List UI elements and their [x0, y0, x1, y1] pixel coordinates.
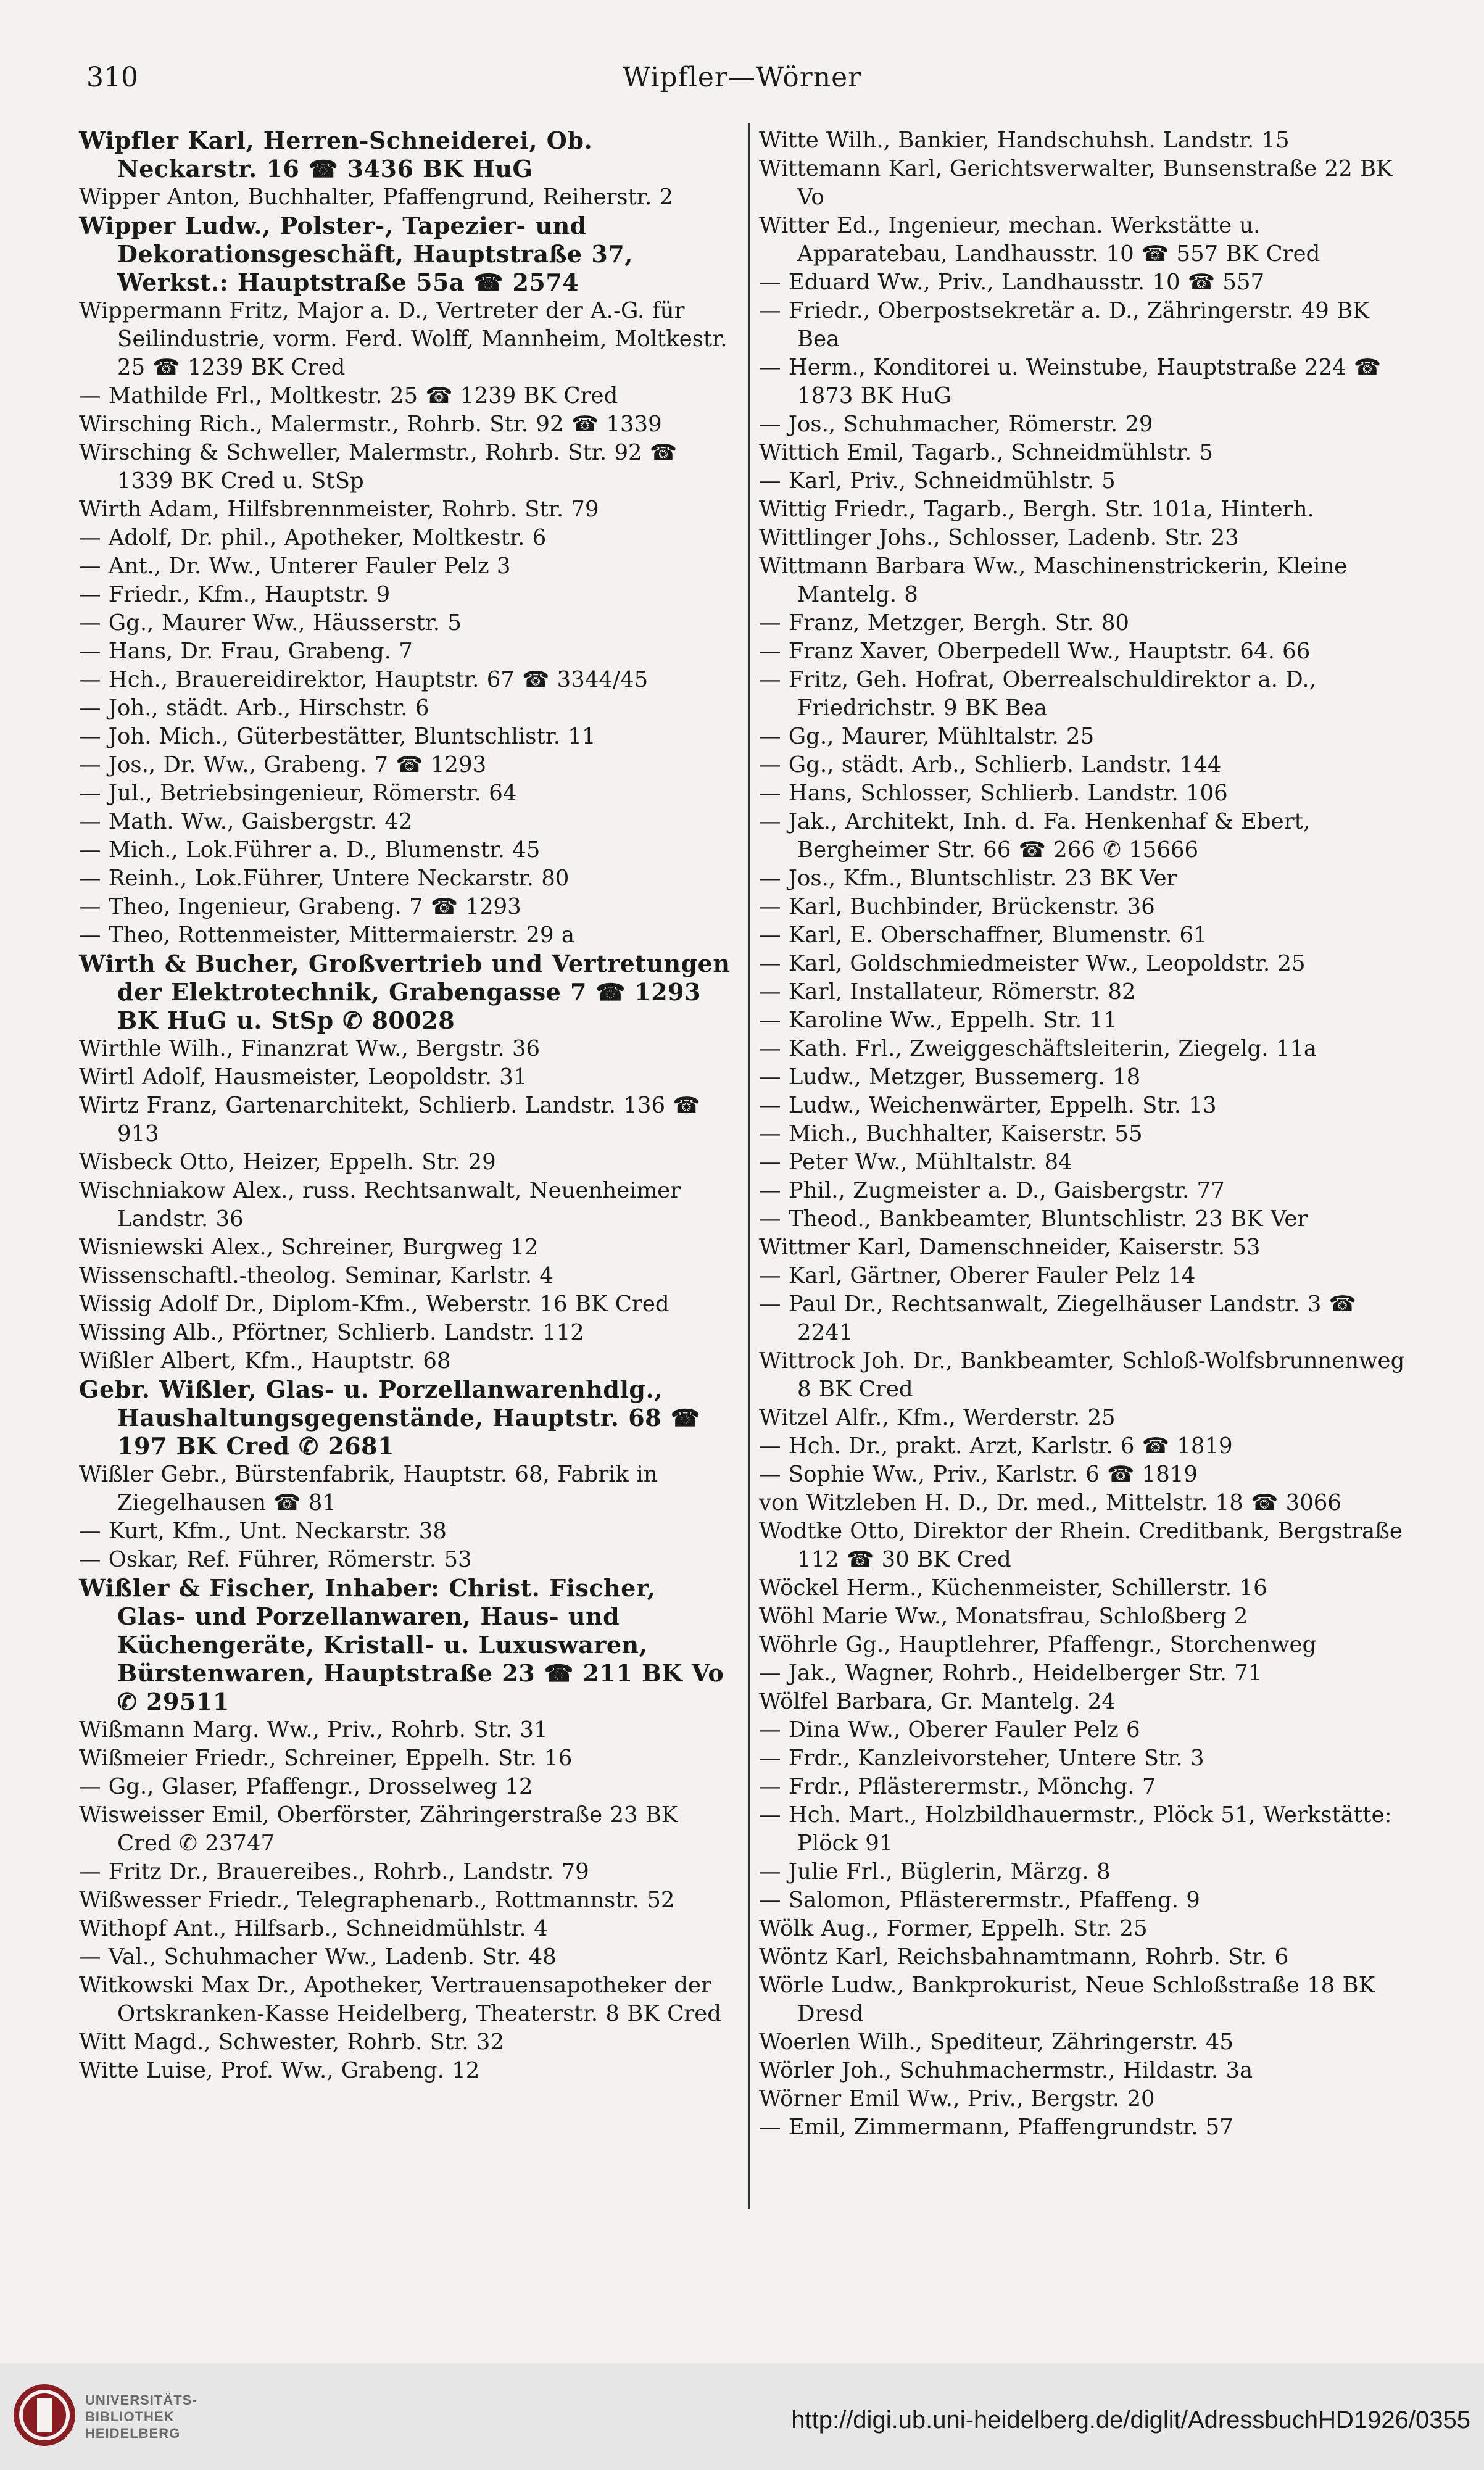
directory-entry: Witzel Alfr., Kfm., Werderstr. 25: [759, 1405, 1116, 1430]
directory-entry: Witter Ed., Ingenieur, mechan. Werkstätte u. Apparatebau, Landhausstr. 10 ☎ 557 BK Cred: [759, 213, 1320, 267]
directory-entry: — Ludw., Metzger, Bussemerg. 18: [759, 1064, 1141, 1090]
directory-entry: — Herm., Konditorei u. Weinstube, Hauptstraße 224 ☎ 1873 BK HuG: [759, 355, 1382, 408]
directory-entry: Woerlen Wilh., Spediteur, Zähringerstr. 45: [759, 2029, 1234, 2055]
directory-entry: Gebr. Wißler, Glas- u. Porzellanwarenhdlg., Haushaltungsgegenstände, Hauptstr. 68 ☎ 197 BK Cred ✆ 2681: [79, 1375, 700, 1460]
directory-entry: — Hch. Dr., prakt. Arzt, Karlstr. 6 ☎ 1819: [759, 1433, 1233, 1459]
directory-entry: — Reinh., Lok.Führer, Untere Neckarstr. 80: [79, 866, 570, 891]
directory-entry: Wittmann Barbara Ww., Maschinenstrickerin, Kleine Mantelg. 8: [759, 553, 1348, 607]
directory-entry: — Gg., Maurer Ww., Häusserstr. 5: [79, 610, 462, 636]
directory-entry: — Theo, Rottenmeister, Mittermaierstr. 29 a: [79, 922, 575, 948]
directory-entry: — Dina Ww., Oberer Fauler Pelz 6: [759, 1717, 1140, 1743]
logo-line-3: HEIDELBERG: [85, 2426, 181, 2441]
directory-entry: Wirthle Wilh., Finanzrat Ww., Bergstr. 36: [79, 1036, 541, 1061]
directory-entry: — Friedr., Kfm., Hauptstr. 9: [79, 582, 391, 607]
directory-entry: — Oskar, Ref. Führer, Römerstr. 53: [79, 1547, 472, 1572]
directory-entry: Wissenschaftl.-theolog. Seminar, Karlstr. 4: [79, 1263, 553, 1288]
directory-entry: Wölfel Barbara, Gr. Mantelg. 24: [759, 1689, 1116, 1714]
directory-entry: Witkowski Max Dr., Apotheker, Vertrauensapotheker der Ortskranken-Kasse Heidelberg, Theaterstr. 8 BK Cred: [79, 1973, 721, 2026]
directory-entry: von Witzleben H. D., Dr. med., Mittelstr. 18 ☎ 3066: [759, 1490, 1341, 1515]
directory-entry: — Karl, Goldschmiedmeister Ww., Leopoldstr. 25: [759, 951, 1306, 976]
directory-entry: — Peter Ww., Mühltalstr. 84: [759, 1150, 1072, 1175]
directory-entry: — Fritz, Geh. Hofrat, Oberrealschuldirektor a. D., Friedrichstr. 9 BK Bea: [759, 667, 1316, 721]
directory-entry: Wippermann Fritz, Major a. D., Vertreter der A.-G. für Seilindustrie, vorm. Ferd. Wolff, Mannheim, Moltkestr. 25 ☎ 1239 BK Cred: [79, 298, 727, 380]
library-logo-icon: [12, 2383, 77, 2447]
directory-entry: — Phil., Zugmeister a. D., Gaisbergstr. 77: [759, 1178, 1225, 1203]
directory-entry: — Joh., städt. Arb., Hirschstr. 6: [79, 695, 429, 721]
right-column: [759, 126, 1413, 2142]
directory-entry: Wirth Adam, Hilfsbrennmeister, Rohrb. Str. 79: [79, 497, 599, 522]
directory-entry: Wörle Ludw., Bankprokurist, Neue Schloßstraße 18 BK Dresd: [759, 1973, 1375, 2026]
directory-entry: — Karl, Gärtner, Oberer Fauler Pelz 14: [759, 1263, 1196, 1288]
directory-entry: — Ludw., Weichenwärter, Eppelh. Str. 13: [759, 1093, 1217, 1118]
directory-entry: Wittlinger Johs., Schlosser, Ladenb. Str. 23: [759, 525, 1239, 550]
directory-entry: — Fritz Dr., Brauereibes., Rohrb., Landstr. 79: [79, 1859, 589, 1884]
directory-entry: — Sophie Ww., Priv., Karlstr. 6 ☎ 1819: [759, 1462, 1198, 1487]
directory-entry: — Jak., Architekt, Inh. d. Fa. Henkenhaf & Ebert, Bergheimer Str. 66 ☎ 266 ✆ 15666: [759, 809, 1311, 863]
directory-entry: Withopf Ant., Hilfsarb., Schneidmühlstr. 4: [79, 1916, 548, 1941]
directory-entry: — Karl, E. Oberschaffner, Blumenstr. 61: [759, 922, 1208, 948]
directory-entry: — Paul Dr., Rechtsanwalt, Ziegelhäuser Landstr. 3 ☎ 2241: [759, 1291, 1356, 1345]
directory-entry: — Mathilde Frl., Moltkestr. 25 ☎ 1239 BK Cred: [79, 383, 618, 408]
directory-entry: Wittich Emil, Tagarb., Schneidmühlstr. 5: [759, 440, 1213, 465]
directory-entry: — Jos., Kfm., Bluntschlistr. 23 BK Ver: [759, 866, 1177, 891]
directory-entry: — Joh. Mich., Güterbestätter, Bluntschlistr. 11: [79, 724, 596, 749]
directory-entry: Wisweisser Emil, Oberförster, Zähringerstraße 23 BK Cred ✆ 23747: [79, 1802, 678, 1856]
directory-entry: — Franz, Metzger, Bergh. Str. 80: [759, 610, 1130, 636]
directory-entry: — Gg., Glaser, Pfaffengr., Drosselweg 12: [79, 1774, 533, 1799]
directory-entry: — Emil, Zimmermann, Pfaffengrundstr. 57: [759, 2115, 1233, 2140]
directory-entry: — Hch., Brauereidirektor, Hauptstr. 67 ☎ 3344/45: [79, 667, 649, 692]
logo-line-2: BIBLIOTHEK: [85, 2409, 175, 2424]
directory-entry: Wirtz Franz, Gartenarchitekt, Schlierb. Landstr. 136 ☎ 913: [79, 1093, 700, 1146]
directory-entry: — Hans, Dr. Frau, Grabeng. 7: [79, 639, 413, 664]
directory-entry: — Franz Xaver, Oberpedell Ww., Hauptstr. 64. 66: [759, 639, 1311, 664]
directory-entry: — Val., Schuhmacher Ww., Ladenb. Str. 48: [79, 1944, 557, 1970]
directory-entry: — Adolf, Dr. phil., Apotheker, Moltkestr. 6: [79, 525, 547, 550]
directory-entry: — Ant., Dr. Ww., Unterer Fauler Pelz 3: [79, 553, 511, 579]
directory-entry: — Mich., Buchhalter, Kaiserstr. 55: [759, 1121, 1143, 1146]
directory-entry: — Jul., Betriebsingenieur, Römerstr. 64: [79, 781, 517, 806]
directory-entry: Wirtl Adolf, Hausmeister, Leopoldstr. 31: [79, 1064, 528, 1090]
directory-entry: — Jos., Schuhmacher, Römerstr. 29: [759, 412, 1153, 437]
directory-entry: — Karl, Installateur, Römerstr. 82: [759, 979, 1136, 1005]
directory-entry: — Theo, Ingenieur, Grabeng. 7 ☎ 1293: [79, 894, 521, 919]
page-title: Wipfler—Wörner: [622, 62, 862, 93]
library-logo[interactable]: [12, 2383, 197, 2451]
directory-entry: — Gg., Maurer, Mühltalstr. 25: [759, 724, 1095, 749]
directory-entry: Wissing Alb., Pförtner, Schlierb. Landstr. 112: [79, 1320, 584, 1345]
directory-entry: — Karl, Buchbinder, Brückenstr. 36: [759, 894, 1155, 919]
library-logo-text: [85, 2392, 197, 2442]
source-url-link[interactable]: http://digi.ub.uni-heidelberg.de/diglit/AdressbuchHD1926/0355: [791, 2406, 1470, 2434]
directory-entry: — Karl, Priv., Schneidmühlstr. 5: [759, 468, 1116, 494]
directory-entry: Wöhrle Gg., Hauptlehrer, Pfaffengr., Storchenweg: [759, 1632, 1317, 1657]
directory-entry: Wisniewski Alex., Schreiner, Burgweg 12: [79, 1235, 539, 1260]
directory-entry: — Jos., Dr. Ww., Grabeng. 7 ☎ 1293: [79, 752, 487, 777]
directory-entry: Witte Wilh., Bankier, Handschuhsh. Landstr. 15: [759, 128, 1290, 153]
directory-entry: Witt Magd., Schwester, Rohrb. Str. 32: [79, 2029, 505, 2055]
directory-entry: Wörner Emil Ww., Priv., Bergstr. 20: [759, 2086, 1155, 2112]
directory-entry: Wißler Albert, Kfm., Hauptstr. 68: [79, 1348, 451, 1374]
directory-entry: — Eduard Ww., Priv., Landhausstr. 10 ☎ 557: [759, 270, 1265, 295]
directory-entry: Wißwesser Friedr., Telegraphenarb., Rottmannstr. 52: [79, 1888, 675, 1913]
directory-entry: Wischniakow Alex., russ. Rechtsanwalt, Neuenheimer Landstr. 36: [79, 1178, 681, 1232]
directory-entry: Wißmeier Friedr., Schreiner, Eppelh. Str. 16: [79, 1746, 573, 1771]
left-column: [79, 126, 733, 2085]
directory-entry: Wipfler Karl, Herren-Schneiderei, Ob. Neckarstr. 16 ☎ 3436 BK HuG: [79, 126, 593, 183]
directory-entry: Wöckel Herm., Küchenmeister, Schillerstr. 16: [759, 1575, 1267, 1601]
directory-entry: Wissig Adolf Dr., Diplom-Kfm., Weberstr. 16 BK Cred: [79, 1291, 669, 1317]
directory-entry: — Julie Frl., Büglerin, Märzg. 8: [759, 1859, 1111, 1884]
directory-entry: — Karoline Ww., Eppelh. Str. 11: [759, 1008, 1117, 1033]
directory-entry: — Kurt, Kfm., Unt. Neckarstr. 38: [79, 1519, 447, 1544]
directory-entry: Witte Luise, Prof. Ww., Grabeng. 12: [79, 2058, 480, 2083]
directory-entry: Wittemann Karl, Gerichtsverwalter, Bunsenstraße 22 BK Vo: [759, 156, 1393, 210]
page-number: 310: [86, 62, 138, 93]
directory-entry: — Math. Ww., Gaisbergstr. 42: [79, 809, 413, 834]
directory-entry: — Hch. Mart., Holzbildhauermstr., Plöck 51, Werkstätte: Plöck 91: [759, 1802, 1392, 1856]
directory-entry: — Gg., städt. Arb., Schlierb. Landstr. 144: [759, 752, 1222, 777]
directory-entry: Wittrock Joh. Dr., Bankbeamter, Schloß-Wolfsbrunnenweg 8 BK Cred: [759, 1348, 1405, 1402]
directory-entry: Wodtke Otto, Direktor der Rhein. Creditbank, Bergstraße 112 ☎ 30 BK Cred: [759, 1519, 1403, 1572]
directory-entry: — Frdr., Pflästerermstr., Mönchg. 7: [759, 1774, 1156, 1799]
directory-entry: Wißler Gebr., Bürstenfabrik, Hauptstr. 68, Fabrik in Ziegelhausen ☎ 81: [79, 1462, 658, 1515]
directory-entry: Wörler Joh., Schuhmachermstr., Hildastr. 3a: [759, 2058, 1253, 2083]
column-divider: [748, 123, 750, 2209]
directory-entry: — Theod., Bankbeamter, Bluntschlistr. 23 BK Ver: [759, 1206, 1308, 1232]
directory-entry: Wirth & Bucher, Großvertrieb und Vertretungen der Elektrotechnik, Grabengasse 7 ☎ 1293 BK HuG u. StSp ✆ 80028: [79, 950, 731, 1034]
directory-entry: Wöhl Marie Ww., Monatsfrau, Schloßberg 2: [759, 1604, 1248, 1629]
directory-entry: — Hans, Schlosser, Schlierb. Landstr. 106: [759, 781, 1228, 806]
directory-entry: Wirsching Rich., Malermstr., Rohrb. Str. 92 ☎ 1339: [79, 412, 662, 437]
directory-entry: Wittig Friedr., Tagarb., Bergh. Str. 101a, Hinterh.: [759, 497, 1314, 522]
directory-entry: Wißmann Marg. Ww., Priv., Rohrb. Str. 31: [79, 1717, 548, 1743]
logo-line-1: UNIVERSITÄTS-: [85, 2392, 197, 2408]
directory-entry: Wirsching & Schweller, Malermstr., Rohrb. Str. 92 ☎ 1339 BK Cred u. StSp: [79, 440, 678, 494]
directory-entry: Wipper Anton, Buchhalter, Pfaffengrund, Reiherstr. 2: [79, 184, 674, 210]
directory-entry: — Frdr., Kanzleivorsteher, Untere Str. 3: [759, 1746, 1204, 1771]
directory-entry: Wöntz Karl, Reichsbahnamtmann, Rohrb. Str. 6: [759, 1944, 1289, 1970]
directory-entry: — Kath. Frl., Zweiggeschäftsleiterin, Ziegelg. 11a: [759, 1036, 1317, 1061]
directory-entry: Wipper Ludw., Polster-, Tapezier- und Dekorationsgeschäft, Hauptstraße 37, Werkst.: Hauptstraße 55a ☎ 2574: [79, 212, 633, 296]
directory-entry: — Jak., Wagner, Rohrb., Heidelberger Str. 71: [759, 1660, 1262, 1686]
directory-entry: Wölk Aug., Former, Eppelh. Str. 25: [759, 1916, 1148, 1941]
directory-entry: — Mich., Lok.Führer a. D., Blumenstr. 45: [79, 837, 541, 863]
directory-entry: — Salomon, Pflästerermstr., Pfaffeng. 9: [759, 1888, 1200, 1913]
directory-entry: Wißler & Fischer, Inhaber: Christ. Fischer, Glas- und Porzellanwaren, Haus- und Küchengeräte, Kristall- u. Luxuswaren, Bürstenwaren, Hauptstraße 23 ☎ 211 BK Vo ✆ 29511: [79, 1574, 724, 1715]
directory-entry: — Friedr., Oberpostsekretär a. D., Zähringerstr. 49 BK Bea: [759, 298, 1369, 352]
directory-entry: Wisbeck Otto, Heizer, Eppelh. Str. 29: [79, 1150, 496, 1175]
directory-entry: Wittmer Karl, Damenschneider, Kaiserstr. 53: [759, 1235, 1261, 1260]
